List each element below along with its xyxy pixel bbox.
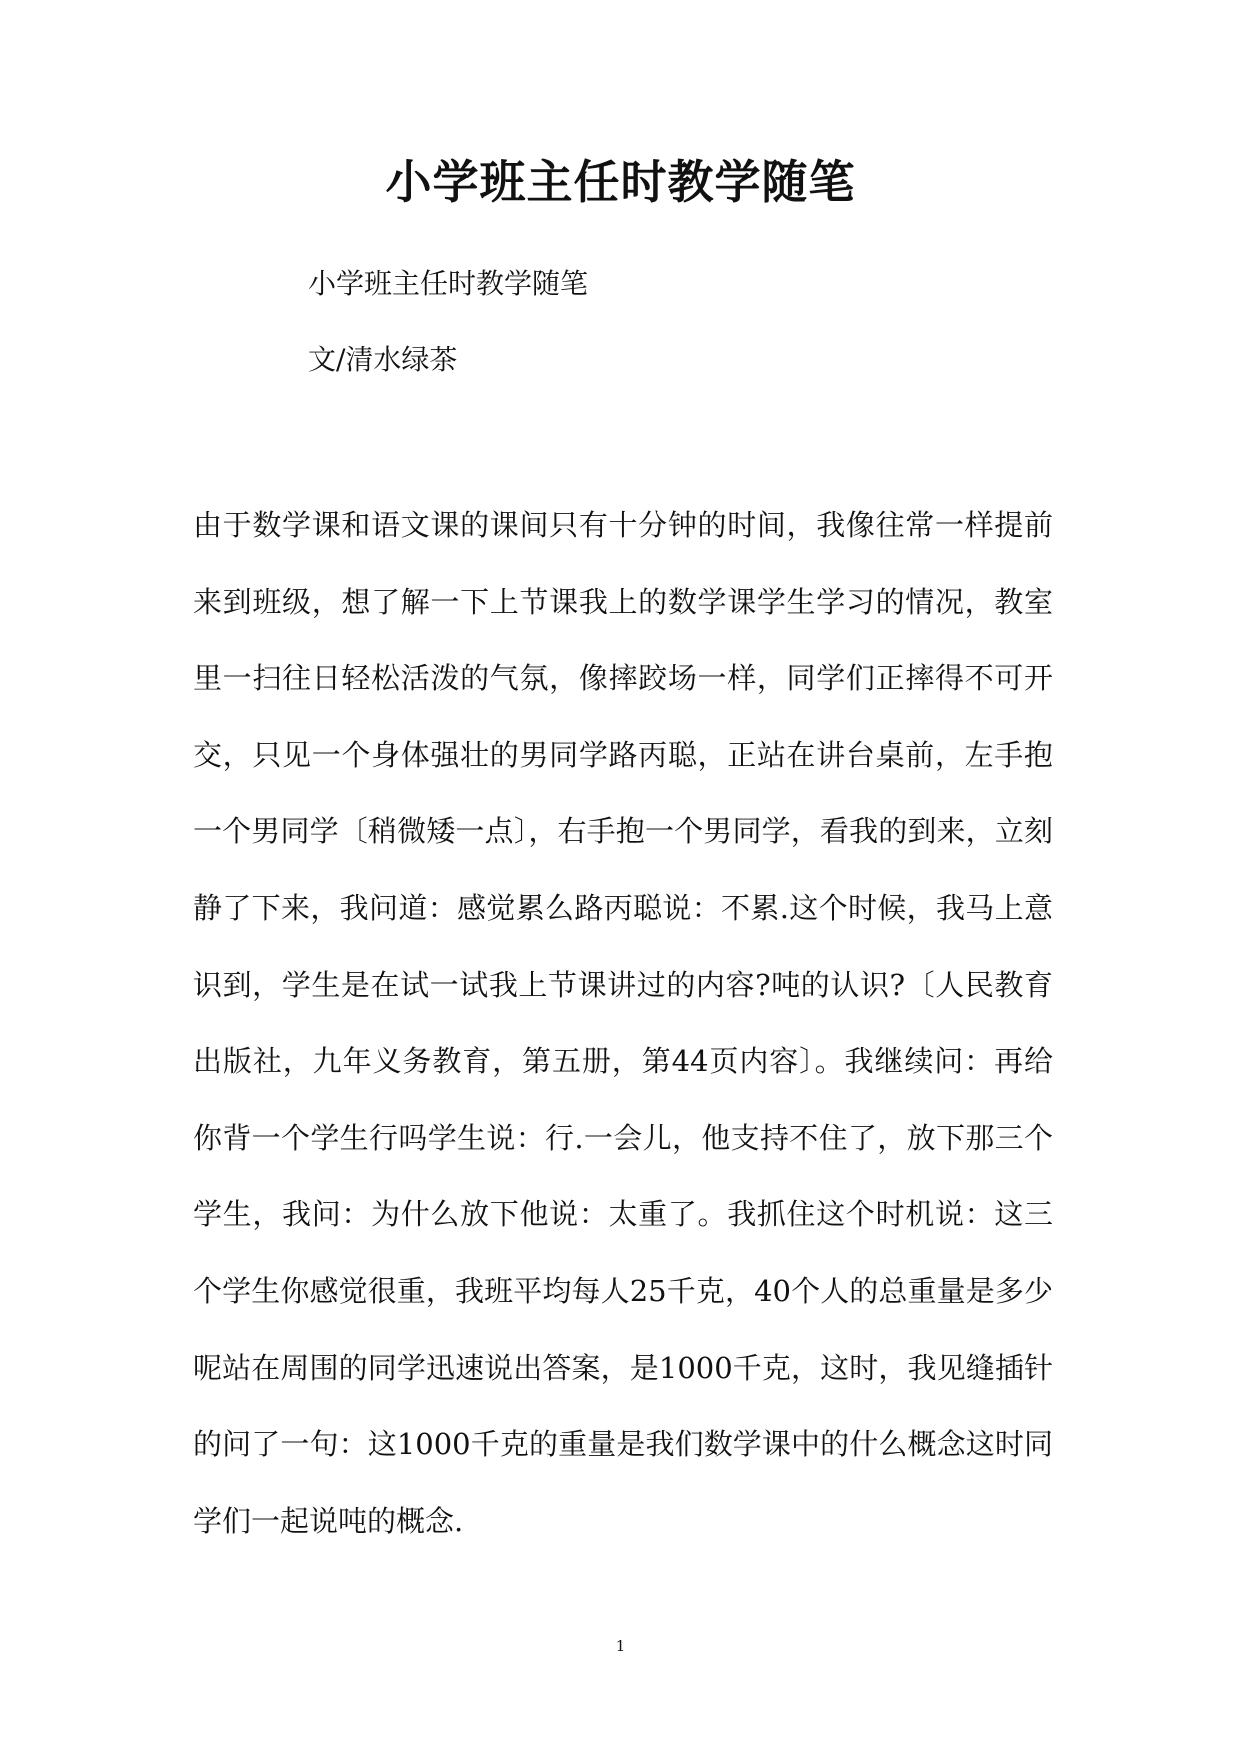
subtitle: 小学班主任时教学随笔 (308, 267, 589, 300)
page-title: 小学班主任时教学随笔 (385, 155, 856, 209)
author-line: 文/清水绿茶 (308, 343, 458, 376)
body-paragraph: 由于数学课和语文课的课间只有十分钟的时间，我像往常一样提前来到班级，想了解一下上节课我上的数学课学生学习的情况，教室里一扫往日轻松活泼的气氛，像摔跤场一样，同学们正摔得不可开交，只见一个身体强壮的男同学路丙聪，正站在讲台桌前，左手抱一个男同学〔稍微矮一点〕，右手抱一个男同学，看我的到来，立刻静了下来，我问道：感觉累么路丙聪说：不累.这个时候，我马上意识到，学生是在试一试我上节课讲过的内容?吨的认识?〔人民教育出版社，九年义务教育，第五册，第44页内容〕。我继续问：再给你背一个学生行吗学生说：行.一会儿，他支持不住了，放下那三个学生，我问：为什么放下他说：太重了。我抓住这个时机说：这三个学生你感觉很重，我班平均每人25千克，40个人的总重量是多少呢站在周围的同学迅速说出答案，是1000千克，这时，我见缝插针的问了一句：这1000千克的重量是我们数学课中的什么概念这时同学们一起说吨的概念. (193, 508, 1053, 1538)
page-number: 1 (615, 1637, 626, 1655)
